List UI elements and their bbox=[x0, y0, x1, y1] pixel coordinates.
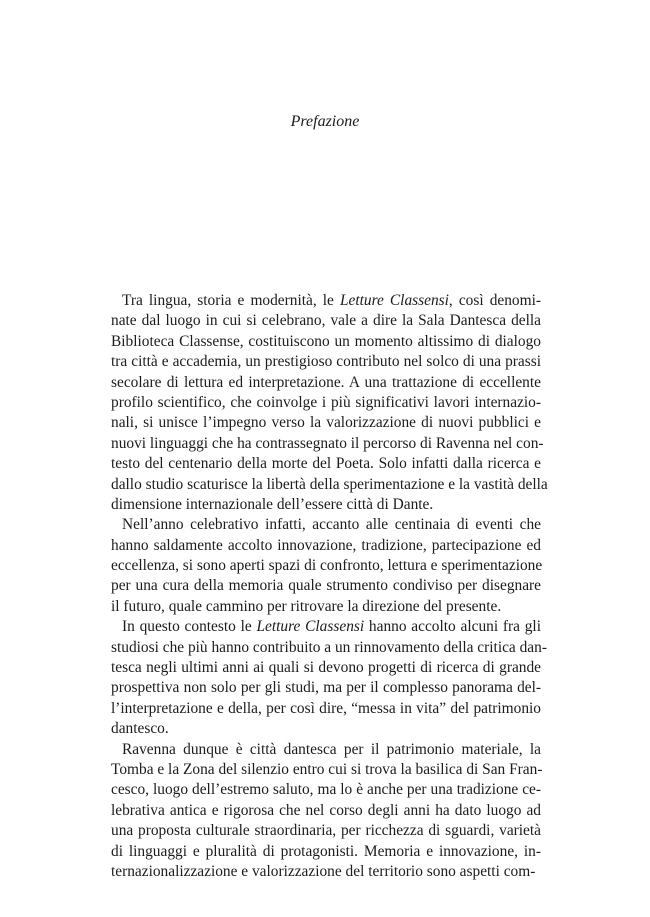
text-line bbox=[111, 658, 541, 678]
text-line bbox=[111, 597, 541, 617]
text-line bbox=[111, 719, 541, 739]
text-line bbox=[111, 291, 541, 311]
text-line bbox=[111, 373, 541, 393]
text-segment: testo del centenario della morte del Poeta. Solo infatti dalla ricerca e bbox=[111, 455, 541, 473]
text-segment: Nell’anno celebrativo infatti, accanto alle centinaia di eventi che bbox=[122, 516, 541, 534]
text-segment: di linguaggi e pluralità di protagonisti. Memoria e innovazione, in- bbox=[111, 842, 541, 860]
text-segment: una proposta culturale straordinaria, per ricchezza di sguardi, varietà bbox=[111, 822, 541, 840]
body-text bbox=[111, 291, 548, 882]
text-segment: dimensione internazionale dell’essere città di Dante. bbox=[111, 495, 434, 513]
text-segment: , così denomi- bbox=[448, 292, 541, 309]
paragraph bbox=[111, 740, 541, 883]
text-line bbox=[111, 699, 541, 719]
text-segment: ternazionalizzazione e valorizzazione del territorio sono aspetti com- bbox=[111, 862, 536, 880]
text-line bbox=[111, 454, 541, 474]
text-segment: lebrativa antica e rigorosa che nel corso degli anni ha dato luogo ad bbox=[111, 801, 541, 819]
text-segment: Ravenna dunque è città dantesca per il patrimonio materiale, la bbox=[122, 740, 541, 758]
text-segment: prospettiva non solo per gli studi, ma per il complesso panorama del- bbox=[111, 679, 541, 697]
text-line bbox=[111, 393, 541, 413]
text-segment: secolare di lettura ed interpretazione. A una trattazione di eccellente bbox=[111, 373, 541, 391]
text-line bbox=[111, 617, 541, 637]
paragraph bbox=[111, 515, 541, 617]
text-line bbox=[111, 678, 541, 698]
text-segment: cesco, luogo dell’estremo saluto, ma lo è anche per una tradizione ce- bbox=[111, 781, 541, 799]
paragraph bbox=[111, 291, 548, 515]
text-line bbox=[111, 413, 541, 433]
text-segment: Tomba e la Zona del silenzio entro cui si trova la basilica di San Fran- bbox=[111, 760, 543, 778]
text-segment: nate dal luogo in cui si celebrano, vale a dire la Sala Dantesca della bbox=[111, 312, 541, 330]
text-segment: hanno saldamente accolto innovazione, tradizione, partecipazione ed bbox=[111, 536, 541, 554]
text-line bbox=[111, 862, 541, 882]
text-line bbox=[111, 740, 541, 760]
paragraph bbox=[111, 617, 547, 739]
text-segment: per una cura della memoria quale strumento condiviso per disegnare bbox=[111, 577, 541, 595]
text-line bbox=[111, 760, 541, 780]
text-line bbox=[111, 842, 541, 862]
text-segment: Tra lingua, storia e modernità, le bbox=[122, 292, 340, 309]
italic-title-text: Letture Classensi bbox=[339, 292, 449, 309]
text-line bbox=[111, 311, 541, 331]
text-line bbox=[111, 801, 541, 821]
text-line bbox=[111, 352, 541, 372]
text-segment: tesca negli ultimi anni ai quali si devono progetti di ricerca di grande bbox=[111, 659, 541, 677]
text-segment: hanno accolto alcuni fra gli bbox=[364, 618, 541, 636]
text-line bbox=[111, 434, 544, 454]
text-segment: l’interpretazione e della, per così dire, “messa in vita” del patrimonio bbox=[111, 699, 541, 717]
text-segment: Biblioteca Classense, costituiscono un momento altissimo di dialogo bbox=[111, 332, 541, 350]
text-line bbox=[111, 475, 548, 495]
text-segment: dantesco. bbox=[111, 720, 169, 738]
text-segment: profilo scientifico, che coinvolge i più significativi lavori internazio- bbox=[111, 393, 541, 411]
text-line bbox=[111, 638, 547, 658]
italic-title-text: Letture Classensi bbox=[256, 618, 365, 636]
text-line bbox=[111, 536, 541, 556]
text-line bbox=[111, 780, 541, 800]
text-segment: In questo contesto le bbox=[122, 618, 257, 636]
text-segment: studiosi che più hanno contribuito a un rinnovamento della critica dan- bbox=[111, 638, 547, 656]
text-segment: tra città e accademia, un prestigioso contributo nel solco di una prassi bbox=[111, 353, 541, 371]
page-title: Prefazione bbox=[290, 113, 360, 130]
text-segment: eccellenza, si sono aperti spazi di confronto, lettura e sperimentazione bbox=[111, 557, 543, 575]
text-segment: il futuro, quale cammino per ritrovare la direzione del presente. bbox=[111, 597, 502, 615]
text-segment: nali, si unisce l’impegno verso la valorizzazione di nuovi pubblici e bbox=[111, 414, 541, 432]
text-line bbox=[111, 576, 541, 596]
text-line bbox=[111, 332, 541, 352]
text-line bbox=[111, 495, 541, 515]
text-line bbox=[111, 821, 541, 841]
text-line bbox=[111, 556, 541, 576]
text-segment: dallo studio scaturisce la libertà della sperimentazione e la vastità della bbox=[111, 475, 548, 493]
text-segment: nuovi linguaggi che ha contrassegnato il percorso di Ravenna nel con- bbox=[111, 434, 544, 452]
text-line bbox=[111, 515, 541, 535]
